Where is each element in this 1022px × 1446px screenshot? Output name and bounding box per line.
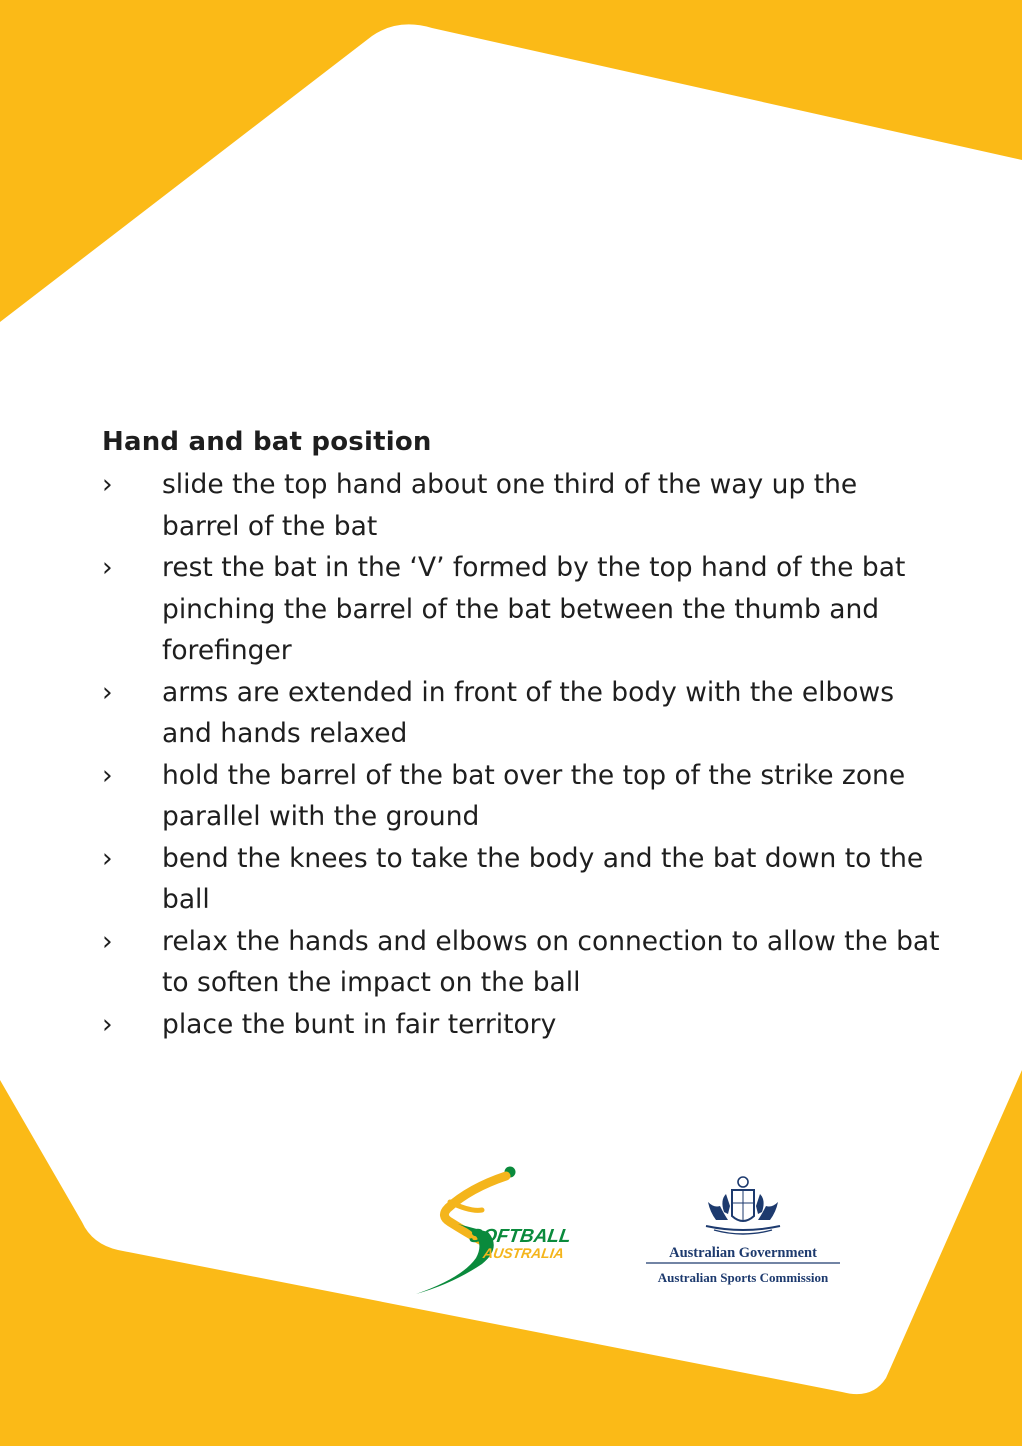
bullet-text: hold the barrel of the bat over the top of the strike zone parallel with the ground — [162, 759, 906, 832]
bullet-marker: › — [102, 676, 113, 708]
bullet-text: place the bunt in fair territory — [162, 1008, 557, 1040]
australian-government-logo — [640, 1176, 845, 1291]
list-item — [102, 755, 942, 838]
bullet-text: relax the hands and elbows on connection to allow the bat to soften the impact on the ball — [162, 925, 940, 998]
list-item — [102, 547, 942, 672]
bullet-marker: › — [102, 1008, 113, 1040]
softball-logo-line2: AUSTRALIA — [482, 1245, 566, 1261]
bullet-marker: › — [102, 842, 113, 874]
bullet-text: bend the knees to take the body and the bat down to the ball — [162, 842, 924, 915]
bullet-text: slide the top hand about one third of the way up the barrel of the bat — [162, 469, 858, 542]
bullet-marker: › — [102, 925, 113, 957]
bullet-list — [102, 464, 942, 1045]
softball-logo-line1: SOFTBALL — [468, 1226, 573, 1247]
section-heading: Hand and bat position — [102, 427, 432, 457]
list-item — [102, 1004, 942, 1046]
gov-logo-line2: Australian Sports Commission — [657, 1270, 829, 1285]
gov-logo-line1: Australian Government — [669, 1245, 817, 1261]
bullet-marker: › — [102, 552, 113, 583]
list-item — [102, 672, 942, 755]
list-item — [102, 464, 942, 547]
bullet-marker: › — [102, 469, 113, 500]
text-section — [102, 424, 942, 1045]
bullet-marker: › — [102, 759, 113, 791]
bullet-text: arms are extended in front of the body with the elbows and hands relaxed — [162, 676, 894, 749]
coat-of-arms-icon — [706, 1177, 780, 1234]
list-item — [102, 838, 942, 921]
list-item — [102, 921, 942, 1004]
softball-australia-logo — [410, 1162, 595, 1297]
bullet-text: rest the bat in the ‘V’ formed by the top hand of the bat pinching the barrel of the bat between the thumb and forefinger — [162, 552, 906, 666]
